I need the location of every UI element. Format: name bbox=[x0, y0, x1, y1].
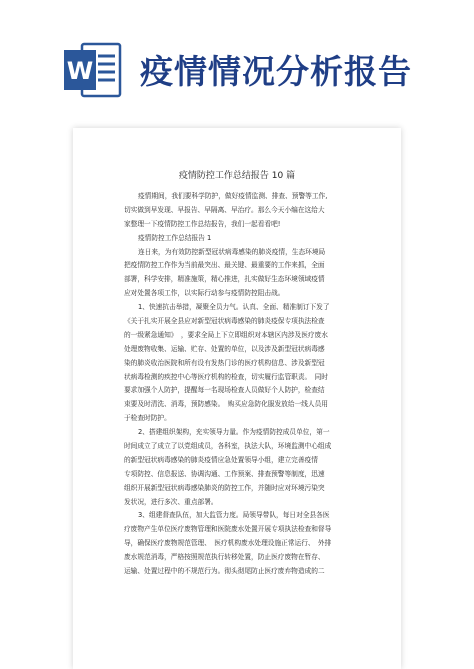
word-document-icon bbox=[62, 40, 122, 100]
body-line: 应对处置各项工作，以实际行动参与疫情防控阻击战。 bbox=[124, 289, 285, 298]
body-line: 的新型冠状病毒感染的肺炎疫情应急处置领导小组，建立完善疫情 bbox=[124, 455, 318, 464]
body-line: 染的肺炎收治医院和所有设有发热门诊的医疗机构信息、涉及新型冠 bbox=[124, 358, 325, 367]
body-line: 的一级紧急通知》 ，要求全局上下立即组织对本辖区内涉及医疗废水 bbox=[124, 330, 328, 339]
body-line: 束要及时清洗、消毒，预防感染。 购买应急防化服发放给一线人员用 bbox=[124, 400, 328, 409]
body-line: 疫情期间，我们要科学防护，做好疫情监测、排查、预警等工作, bbox=[138, 192, 328, 200]
body-line: 部署，科学安排，精准施策，精心推进，扎实做好生态环境领域疫情 bbox=[124, 275, 325, 284]
body-line: 要求加强个人防护，提醒每一名现场检查人员做好个人防护，检查结 bbox=[124, 386, 325, 395]
body-line: 把疫情防控工作作为当前最突出、最关键、最重要的工作来抓，全面 bbox=[124, 261, 325, 270]
body-line: 家整理一下疫情防控工作总结报告，我们一起看看吧! bbox=[124, 219, 281, 228]
body-line: 专项防控、信息报送、协调沟通、工作预案、排查预警等制度，迅速 bbox=[124, 469, 325, 478]
document-page bbox=[73, 128, 401, 669]
body-line: 于检查时防护。 bbox=[124, 414, 171, 423]
word-icon-letter: W bbox=[66, 57, 94, 85]
body-line: 《关于扎实开展全县应对新型冠状病毒感染的肺炎疫保专项执法检查 bbox=[124, 317, 325, 326]
body-line: 导，确保医疗废物规范管理、 医疗机构废水处理设施正常运行、 外排 bbox=[124, 539, 332, 548]
body-line: 运输、处置过程中的不规范行为。彻头彻尾防止医疗废弃物造成的二 bbox=[124, 567, 325, 576]
body-line: 组织开展新型冠状病毒感染肺炎的防控工作，并随时应对环境污染突 bbox=[124, 483, 325, 492]
body-line: 状病毒检测的疾控中心等医疗机构的检查，切实履行监管职责。 同时 bbox=[124, 372, 328, 381]
document-title: 疫情防控工作总结报告 10 篇 bbox=[178, 171, 296, 181]
body-line: 2、搭建组织架构，充实领导力量。作为疫情防控成员单位，第一 bbox=[138, 428, 330, 437]
body-line: 时间成立了成立了以党组成员，各科室，执法大队，环境监测中心组成 bbox=[124, 442, 332, 451]
header-banner bbox=[0, 0, 474, 118]
body-line: 疫情防控工作总结报告 1 bbox=[138, 233, 212, 242]
body-line: 切实做到早发现、早报告、早隔离、早治疗。那么今天小编在这给大 bbox=[124, 205, 325, 214]
body-line: 处理废物收集、运输、贮存、处置的单位，以及涉及新型冠状病毒感 bbox=[124, 344, 325, 353]
body-line: 3、组建督查队伍，加大监管力度。局领导带队，每日对全县各医 bbox=[138, 511, 330, 520]
document-body bbox=[124, 190, 366, 579]
body-line: 发状况，进行多次、重点部署。 bbox=[124, 497, 218, 506]
body-line: 废水规范消毒，严格按照规范执行转移处置，防止医疗废物在暂存、 bbox=[124, 553, 325, 562]
body-line: 疗废物产生单位医疗废物管理和医院废水处置开展专项执法检查和督导 bbox=[124, 525, 332, 534]
banner-title: 疫情情况分析报告 bbox=[140, 52, 412, 91]
body-line: 连日来，为有效防控新型冠状病毒感染的肺炎疫情，生态环境局 bbox=[138, 247, 326, 256]
body-line: 1、快速抗击举措，凝聚全员力气。认真、全面、精准制订下发了 bbox=[138, 303, 330, 312]
